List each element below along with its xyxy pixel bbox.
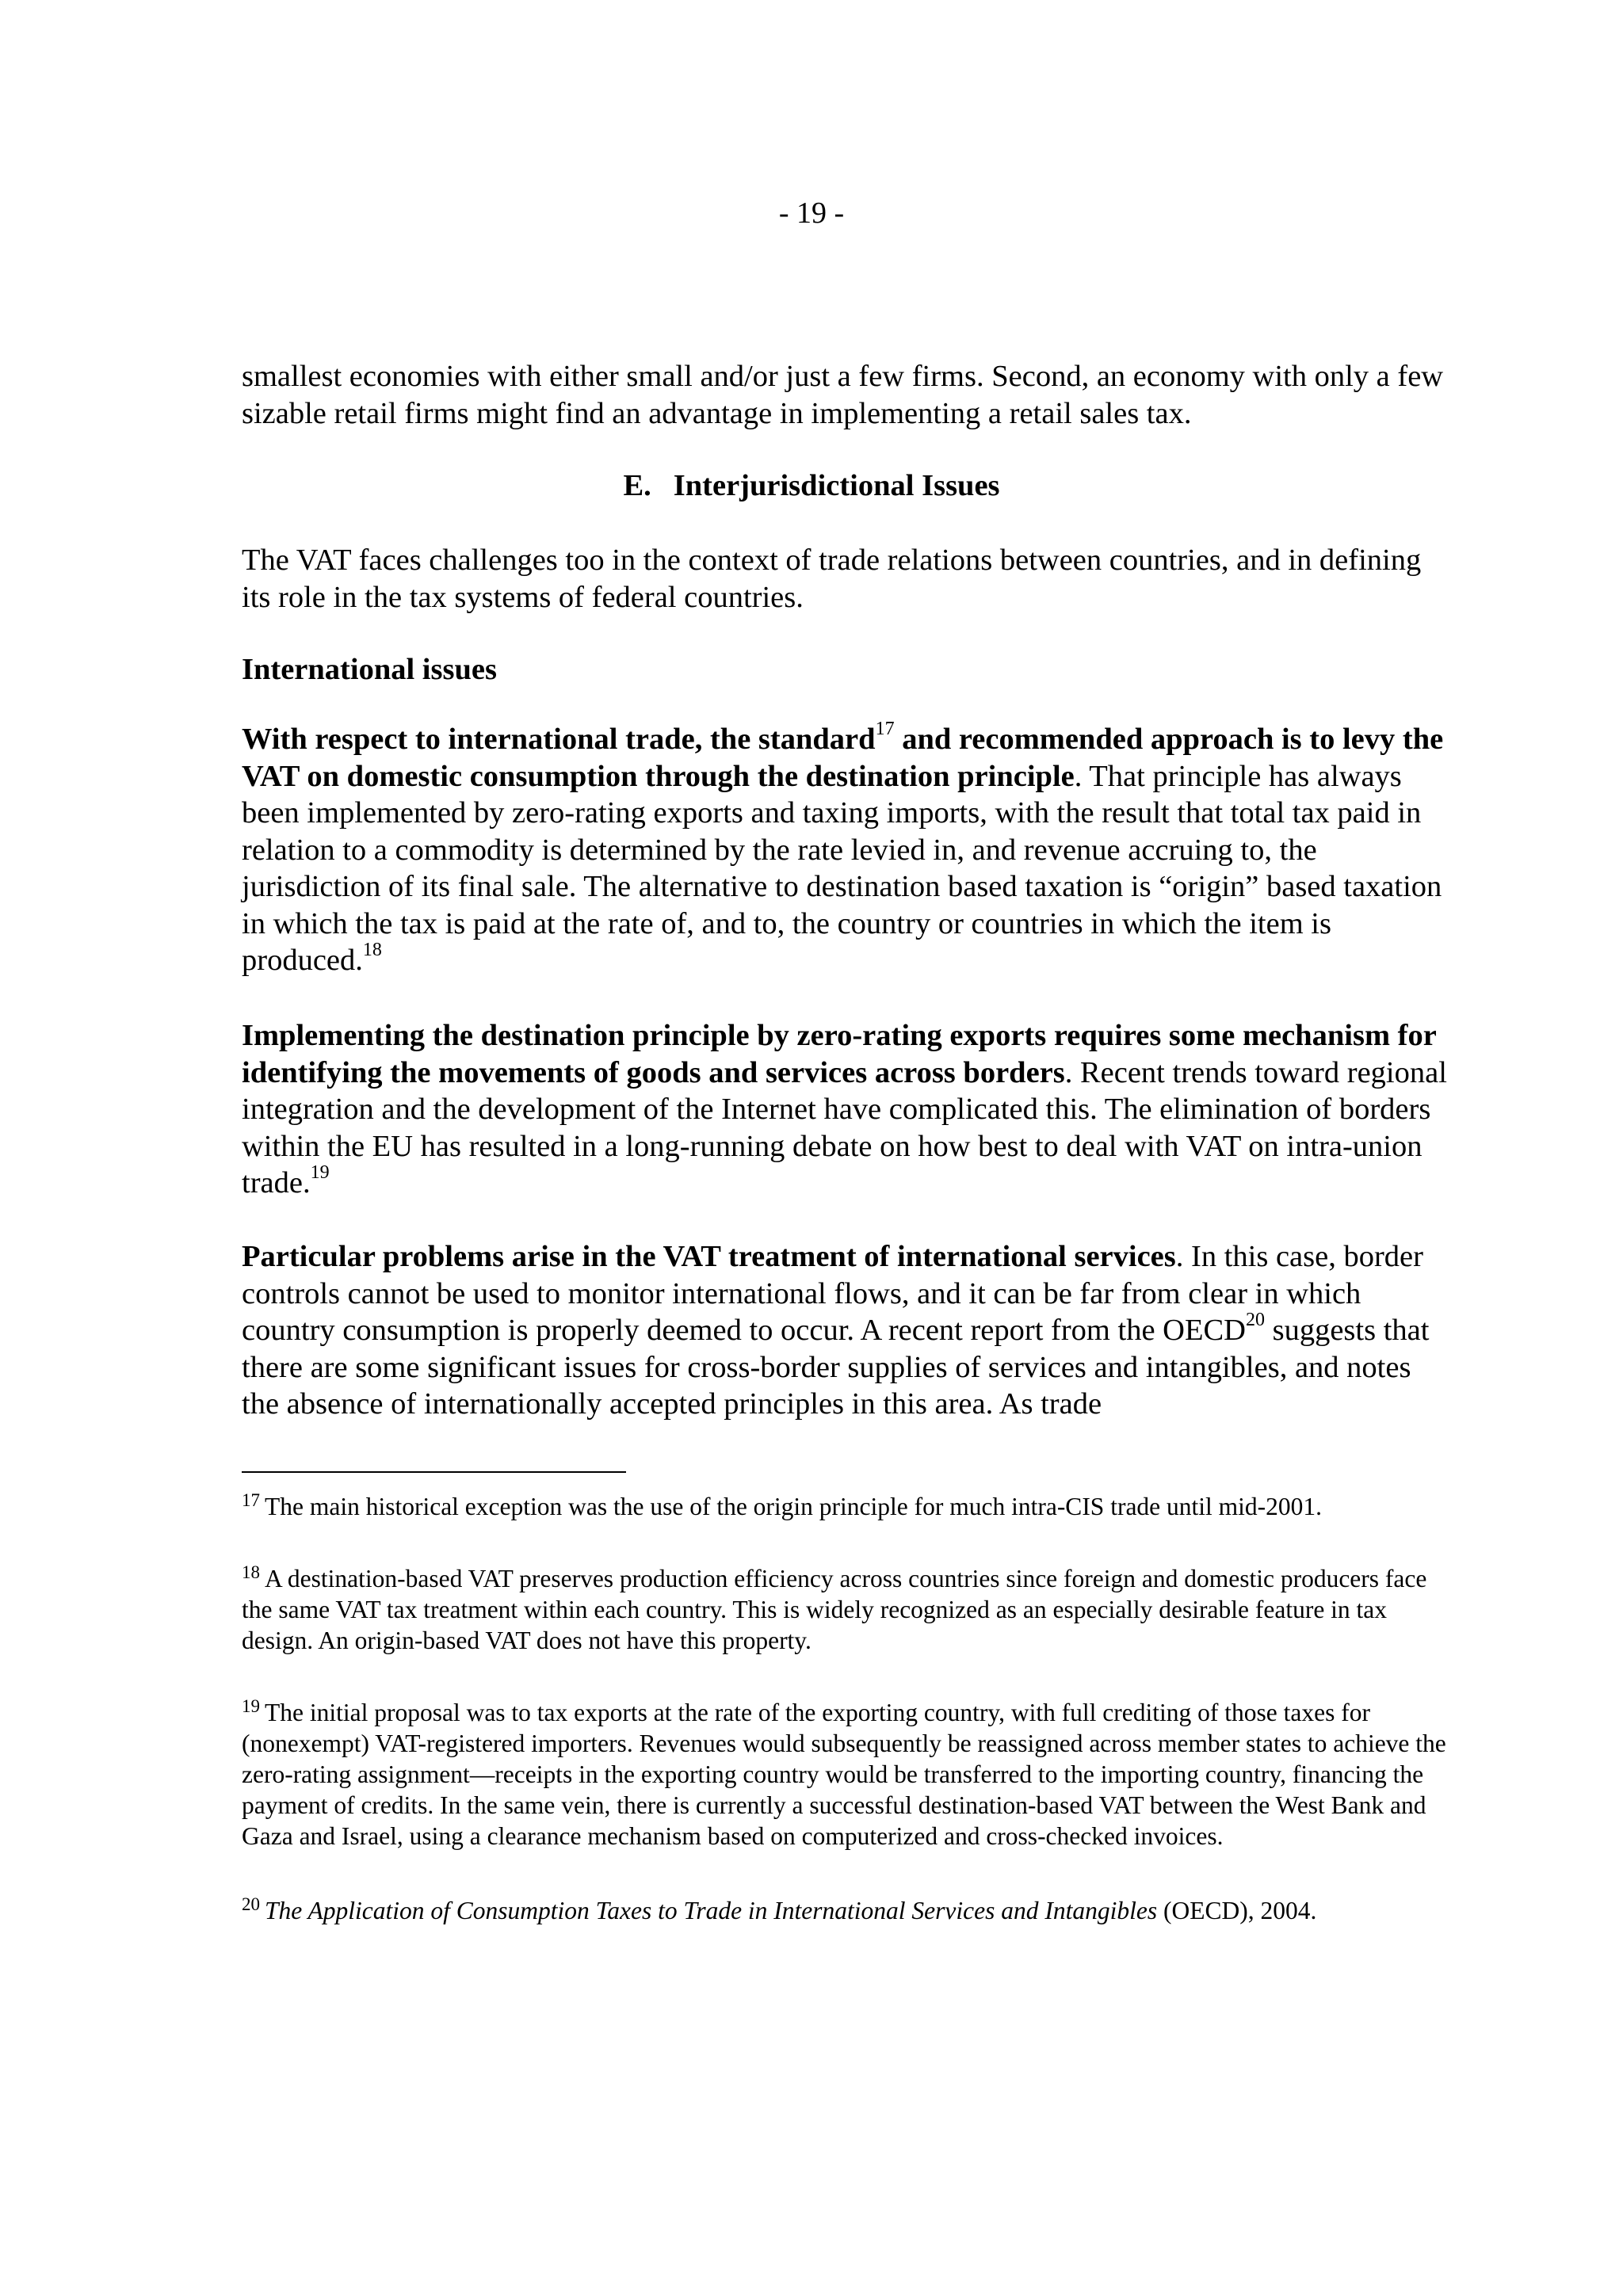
footnote-cited-title: The Application of Consumption Taxes to Trade in International Services and Intangibles [265, 1897, 1158, 1924]
footnote-ref-19[interactable]: 19 [310, 1162, 330, 1184]
paragraph-text: . In this case, border controls cannot be used to monitor international flows, and it can be far from clear in which country consumption is properly deemed to occur. A recent report from the OECD [242, 1240, 1423, 1347]
paragraph-lead-bold: With respect to international trade, the standard [242, 723, 876, 756]
footnote-number: 19 [242, 1695, 260, 1716]
paragraph-lead-bold: and recommended approach is to levy the VAT on domestic consumption through the destination principle [242, 723, 1444, 793]
footnote-text: The initial proposal was to tax exports at the rate of the exporting country, with full crediting of those taxes for (nonexempt) VAT-registered importers. Revenues would subsequently be reassigned across member states to achieve the zero-rating assignment—receipts in the exporting country would be transferred to the importing country, financing the payment of credits. In the same vein, there is currently a successful destination-based VAT between the West Bank and Gaza and Israel, using a clearance mechanism based on computerized and cross-checked invoices. [242, 1699, 1446, 1850]
footnote-text: (OECD), 2004. [1157, 1897, 1317, 1924]
paragraph-zero-rating [242, 1017, 1454, 1202]
section-heading [0, 467, 1623, 504]
paragraph-destination-principle [242, 721, 1454, 979]
footnote-text: A destination-based VAT preserves production efficiency across countries since foreign and domestic producers face the same VAT tax treatment within each country. This is widely recognized as an especially desirable feature in tax design. An origin-based VAT does not have this property. [242, 1565, 1427, 1654]
paragraph-lead-bold: Particular problems arise in the VAT treatment of international services [242, 1240, 1176, 1273]
footnote-number: 18 [242, 1562, 260, 1582]
paragraph-lead-bold: Implementing the destination principle by zero-rating exports requires some mechanism for identifying the movements of goods and services across borders [242, 1019, 1437, 1089]
section-title: Interjurisdictional Issues [673, 469, 1000, 502]
footnote-divider [242, 1471, 626, 1473]
page-number: - 19 - [778, 196, 845, 230]
footnote-number: 17 [242, 1489, 260, 1510]
footnote-20 [242, 1895, 1454, 1926]
paragraph-text: suggests that there are some significant issues for cross-border supplies of services and intangibles, and notes the absence of internationally accepted principles in this area. As trade [242, 1314, 1430, 1421]
paragraph-text: . That principle has always been implemented by zero-rating exports and taxing imports, with the result that total tax paid in relation to a commodity is determined by the rate levied in, and revenue accruing to, the jurisdiction of its final sale. The alternative to destination based taxation is “origin” based taxation in which the tax is paid at the rate of, and to, the country or countries in which the item is produced. [242, 759, 1442, 977]
footnote-18 [242, 1563, 1454, 1656]
footnote-ref-17[interactable]: 17 [875, 719, 895, 740]
footnote-17 [242, 1491, 1454, 1522]
paragraph-intro: The VAT faces challenges too in the context of trade relations between countries, and in defining its role in the tax systems of federal countries. [242, 543, 1422, 614]
footnote-ref-18[interactable]: 18 [362, 940, 382, 961]
section-letter: E. [623, 469, 651, 502]
footnote-text: The main historical exception was the use of the origin principle for much intra-CIS trade until mid-2001. [265, 1493, 1323, 1520]
footnote-number: 20 [242, 1894, 260, 1914]
footnote-19 [242, 1697, 1454, 1852]
paragraph-international-services [242, 1238, 1454, 1423]
footnote-ref-20[interactable]: 20 [1245, 1310, 1265, 1331]
paragraph-text: . Recent trends toward regional integration and the development of the Internet have complicated this. The elimination of borders within the EU has resulted in a long-running debate on how best to deal with VAT on intra-union trade. [242, 1055, 1447, 1199]
paragraph-continuation: smallest economies with either small and/or just a few firms. Second, an economy with only a few sizable retail firms might find an advantage in implementing a retail sales tax. [242, 360, 1444, 430]
subheading-international-issues: International issues [242, 653, 497, 686]
